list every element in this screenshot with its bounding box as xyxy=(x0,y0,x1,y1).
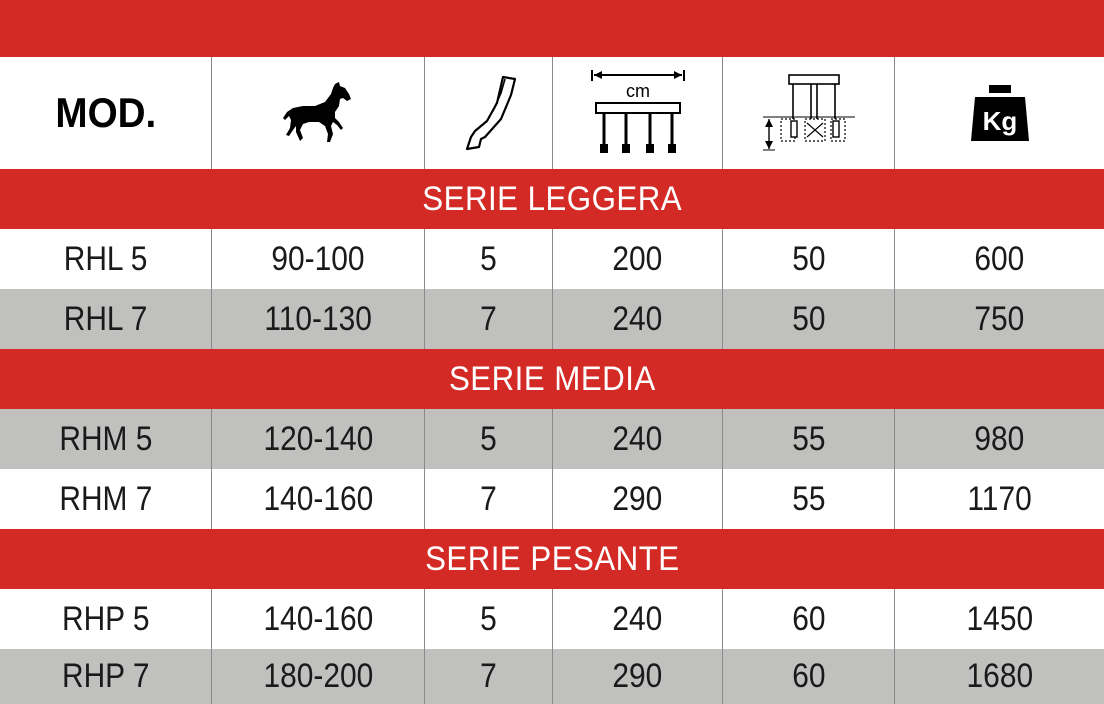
header-row xyxy=(0,57,1104,169)
table-row xyxy=(0,409,1104,469)
cell-tines: 7 xyxy=(424,649,552,704)
cell-model: RHM 5 xyxy=(58,419,153,458)
cell-depth: 60 xyxy=(722,589,894,649)
cell-hp: 140-160 xyxy=(211,589,424,649)
cell-hp: 90-100 xyxy=(211,229,424,289)
cell-width: 240 xyxy=(552,409,722,469)
header-tines xyxy=(424,57,552,169)
horse-icon xyxy=(283,82,353,144)
header-width xyxy=(552,57,722,169)
cell-weight: 980 xyxy=(894,409,1104,469)
table-row xyxy=(0,589,1104,649)
cell-tines: 5 xyxy=(424,589,552,649)
cell-tines: 5 xyxy=(424,409,552,469)
section-header xyxy=(0,349,1104,409)
cell-width: 290 xyxy=(552,469,722,529)
section-title: SERIE LEGGERA xyxy=(422,179,682,218)
cell-weight: 1450 xyxy=(894,589,1104,649)
cell-depth: 50 xyxy=(722,229,894,289)
cell-weight: 750 xyxy=(894,289,1104,349)
header-model xyxy=(0,57,211,169)
section-title: SERIE MEDIA xyxy=(448,359,656,398)
model-column-label: MOD. xyxy=(55,89,156,136)
cell-model: RHL 7 xyxy=(63,299,148,338)
cell-depth: 55 xyxy=(722,469,894,529)
depth-icon xyxy=(761,73,857,153)
top-banner xyxy=(0,0,1104,57)
cell-weight: 600 xyxy=(894,229,1104,289)
cell-width: 240 xyxy=(552,289,722,349)
cell-width: 200 xyxy=(552,229,722,289)
cell-model: RHP 5 xyxy=(61,599,150,638)
cell-depth: 50 xyxy=(722,289,894,349)
cell-model: RHM 7 xyxy=(58,479,153,518)
section-header xyxy=(0,169,1104,229)
cell-model: RHL 5 xyxy=(63,239,148,278)
section-header xyxy=(0,529,1104,589)
cell-hp: 180-200 xyxy=(211,649,424,704)
cell-depth: 60 xyxy=(722,649,894,704)
cell-weight: 1170 xyxy=(894,469,1104,529)
weight-unit-label: Kg xyxy=(982,106,1017,136)
tine-icon xyxy=(457,75,521,151)
cell-tines: 5 xyxy=(424,229,552,289)
weight-kg-icon xyxy=(971,85,1029,141)
cell-hp: 140-160 xyxy=(211,469,424,529)
table-row xyxy=(0,649,1104,704)
width-cm-icon xyxy=(588,67,688,159)
table-row xyxy=(0,289,1104,349)
cell-width: 290 xyxy=(552,649,722,704)
cell-tines: 7 xyxy=(424,469,552,529)
cell-tines: 7 xyxy=(424,289,552,349)
section-title: SERIE PESANTE xyxy=(424,539,680,578)
table-row xyxy=(0,229,1104,289)
cell-weight: 1680 xyxy=(894,649,1104,704)
header-power xyxy=(211,57,424,169)
width-unit-label: cm xyxy=(625,81,650,101)
header-depth xyxy=(722,57,894,169)
cell-width: 240 xyxy=(552,589,722,649)
cell-hp: 110-130 xyxy=(211,289,424,349)
cell-hp: 120-140 xyxy=(211,409,424,469)
cell-depth: 55 xyxy=(722,409,894,469)
table-row xyxy=(0,469,1104,529)
header-weight xyxy=(894,57,1104,169)
cell-model: RHP 7 xyxy=(61,657,150,695)
